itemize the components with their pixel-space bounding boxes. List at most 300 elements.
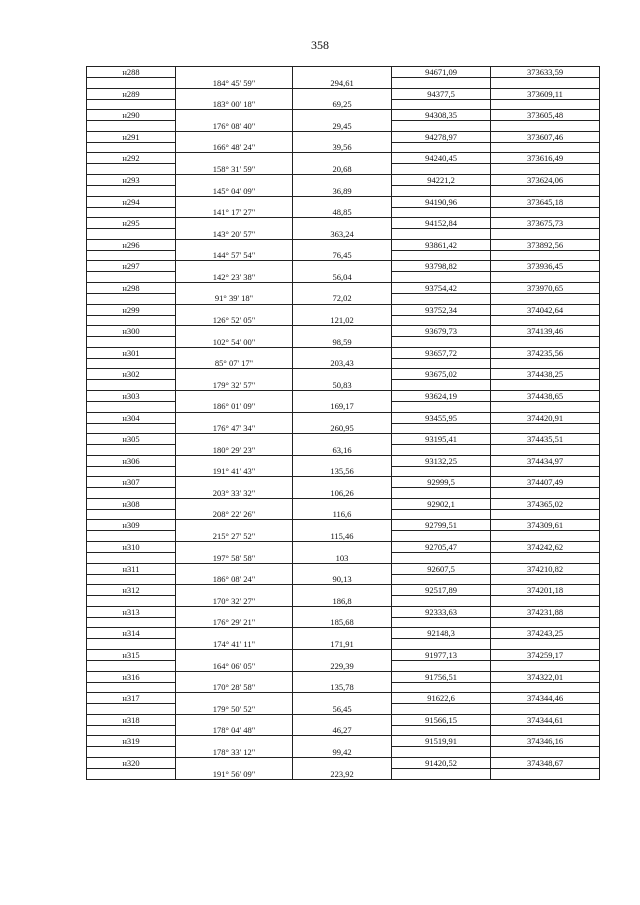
x-spacer-cell	[392, 769, 491, 780]
distance-cell: 50,83	[293, 380, 392, 391]
distance-cell: 223,92	[293, 769, 392, 780]
table-row	[87, 250, 600, 261]
point-name-cell: н289	[87, 88, 176, 99]
page-number: 358	[311, 38, 329, 52]
point-name-cell: н298	[87, 282, 176, 293]
point-spacer-cell	[87, 164, 176, 175]
distance-spacer-cell	[293, 261, 392, 272]
distance-spacer-cell	[293, 218, 392, 229]
table-row	[87, 498, 600, 509]
angle-spacer-cell	[176, 110, 293, 121]
y-spacer-cell	[491, 769, 600, 780]
angle-spacer-cell	[176, 88, 293, 99]
angle-spacer-cell	[176, 736, 293, 747]
x-coordinate-cell: 94377,5	[392, 88, 491, 99]
x-coordinate-cell: 91977,13	[392, 650, 491, 661]
table-row	[87, 553, 600, 564]
y-spacer-cell	[491, 401, 600, 412]
table-row	[87, 78, 600, 89]
direction-angle-cell: 186° 01' 09"	[176, 401, 293, 412]
direction-angle-cell: 91° 39' 18"	[176, 293, 293, 304]
direction-angle-cell: 158° 31' 59"	[176, 164, 293, 175]
y-spacer-cell	[491, 358, 600, 369]
point-spacer-cell	[87, 121, 176, 132]
angle-spacer-cell	[176, 67, 293, 78]
x-coordinate-cell: 91566,15	[392, 714, 491, 725]
point-spacer-cell	[87, 185, 176, 196]
point-name-cell: н290	[87, 110, 176, 121]
x-coordinate-cell: 91622,6	[392, 693, 491, 704]
distance-cell: 229,39	[293, 661, 392, 672]
x-coordinate-cell: 94152,84	[392, 218, 491, 229]
distance-cell: 121,02	[293, 315, 392, 326]
table-row	[87, 164, 600, 175]
y-coordinate-cell: 374309,61	[491, 520, 600, 531]
distance-cell: 363,24	[293, 229, 392, 240]
point-name-cell: н307	[87, 477, 176, 488]
x-spacer-cell	[392, 682, 491, 693]
y-spacer-cell	[491, 682, 600, 693]
y-spacer-cell	[491, 337, 600, 348]
distance-cell: 76,45	[293, 250, 392, 261]
point-name-cell: н314	[87, 628, 176, 639]
y-coordinate-cell: 374259,17	[491, 650, 600, 661]
y-spacer-cell	[491, 78, 600, 89]
x-coordinate-cell: 91420,52	[392, 758, 491, 769]
x-spacer-cell	[392, 466, 491, 477]
y-coordinate-cell: 374438,65	[491, 390, 600, 401]
x-spacer-cell	[392, 272, 491, 283]
table-row	[87, 153, 600, 164]
y-coordinate-cell: 374042,64	[491, 304, 600, 315]
y-coordinate-cell: 374322,01	[491, 671, 600, 682]
distance-spacer-cell	[293, 758, 392, 769]
x-coordinate-cell: 94190,96	[392, 196, 491, 207]
y-spacer-cell	[491, 596, 600, 607]
point-spacer-cell	[87, 358, 176, 369]
table-row	[87, 131, 600, 142]
table-row	[87, 445, 600, 456]
table-row	[87, 229, 600, 240]
direction-angle-cell: 170° 28' 58"	[176, 682, 293, 693]
direction-angle-cell: 126° 52' 05"	[176, 315, 293, 326]
direction-angle-cell: 184° 45' 59"	[176, 78, 293, 89]
y-spacer-cell	[491, 639, 600, 650]
distance-spacer-cell	[293, 736, 392, 747]
y-coordinate-cell: 373892,56	[491, 239, 600, 250]
distance-spacer-cell	[293, 304, 392, 315]
distance-cell: 98,59	[293, 337, 392, 348]
angle-spacer-cell	[176, 434, 293, 445]
x-spacer-cell	[392, 725, 491, 736]
point-spacer-cell	[87, 747, 176, 758]
x-spacer-cell	[392, 229, 491, 240]
distance-spacer-cell	[293, 347, 392, 358]
x-spacer-cell	[392, 401, 491, 412]
angle-spacer-cell	[176, 542, 293, 553]
y-coordinate-cell: 374242,62	[491, 542, 600, 553]
distance-spacer-cell	[293, 412, 392, 423]
distance-cell: 185,68	[293, 617, 392, 628]
x-spacer-cell	[392, 207, 491, 218]
table-row	[87, 337, 600, 348]
point-spacer-cell	[87, 661, 176, 672]
x-coordinate-cell: 92517,89	[392, 585, 491, 596]
y-coordinate-cell: 374407,49	[491, 477, 600, 488]
table-row	[87, 477, 600, 488]
y-spacer-cell	[491, 315, 600, 326]
distance-spacer-cell	[293, 434, 392, 445]
point-name-cell: н317	[87, 693, 176, 704]
y-spacer-cell	[491, 164, 600, 175]
table-row	[87, 466, 600, 477]
direction-angle-cell: 176° 47' 34"	[176, 423, 293, 434]
y-coordinate-cell: 374201,18	[491, 585, 600, 596]
point-name-cell: н306	[87, 455, 176, 466]
y-coordinate-cell: 373609,11	[491, 88, 600, 99]
direction-angle-cell: 174° 41' 11"	[176, 639, 293, 650]
table-row	[87, 661, 600, 672]
x-coordinate-cell: 94308,35	[392, 110, 491, 121]
x-coordinate-cell: 94278,97	[392, 131, 491, 142]
x-coordinate-cell: 93861,42	[392, 239, 491, 250]
direction-angle-cell: 178° 33' 12"	[176, 747, 293, 758]
distance-spacer-cell	[293, 693, 392, 704]
table-row	[87, 380, 600, 391]
direction-angle-cell: 208° 22' 26"	[176, 509, 293, 520]
table-row	[87, 455, 600, 466]
direction-angle-cell: 142° 23' 38"	[176, 272, 293, 283]
distance-cell: 63,16	[293, 445, 392, 456]
y-spacer-cell	[491, 142, 600, 153]
angle-spacer-cell	[176, 347, 293, 358]
distance-spacer-cell	[293, 542, 392, 553]
table-row	[87, 434, 600, 445]
table-row	[87, 693, 600, 704]
x-spacer-cell	[392, 596, 491, 607]
table-row	[87, 758, 600, 769]
distance-spacer-cell	[293, 477, 392, 488]
table-row	[87, 218, 600, 229]
angle-spacer-cell	[176, 714, 293, 725]
direction-angle-cell: 180° 29' 23"	[176, 445, 293, 456]
y-coordinate-cell: 373970,65	[491, 282, 600, 293]
table-row	[87, 563, 600, 574]
x-spacer-cell	[392, 121, 491, 132]
angle-spacer-cell	[176, 282, 293, 293]
distance-spacer-cell	[293, 239, 392, 250]
point-name-cell: н309	[87, 520, 176, 531]
point-spacer-cell	[87, 682, 176, 693]
y-coordinate-cell: 374139,46	[491, 326, 600, 337]
distance-cell: 69,25	[293, 99, 392, 110]
point-name-cell: н304	[87, 412, 176, 423]
point-spacer-cell	[87, 769, 176, 780]
angle-spacer-cell	[176, 563, 293, 574]
table-row	[87, 574, 600, 585]
angle-spacer-cell	[176, 455, 293, 466]
point-spacer-cell	[87, 293, 176, 304]
point-spacer-cell	[87, 553, 176, 564]
point-name-cell: н316	[87, 671, 176, 682]
y-spacer-cell	[491, 207, 600, 218]
table-row	[87, 185, 600, 196]
angle-spacer-cell	[176, 218, 293, 229]
point-spacer-cell	[87, 142, 176, 153]
point-name-cell: н291	[87, 131, 176, 142]
point-name-cell: н296	[87, 239, 176, 250]
table-row	[87, 747, 600, 758]
direction-angle-cell: 170° 32' 27"	[176, 596, 293, 607]
x-spacer-cell	[392, 337, 491, 348]
table-row	[87, 67, 600, 78]
table-row	[87, 412, 600, 423]
point-name-cell: н300	[87, 326, 176, 337]
x-coordinate-cell: 93624,19	[392, 390, 491, 401]
point-name-cell: н294	[87, 196, 176, 207]
direction-angle-cell: 178° 04' 48"	[176, 725, 293, 736]
table-row	[87, 585, 600, 596]
y-coordinate-cell: 374365,02	[491, 498, 600, 509]
distance-cell: 36,89	[293, 185, 392, 196]
x-spacer-cell	[392, 380, 491, 391]
angle-spacer-cell	[176, 477, 293, 488]
point-name-cell: н320	[87, 758, 176, 769]
distance-cell: 135,78	[293, 682, 392, 693]
direction-angle-cell: 85° 07' 17"	[176, 358, 293, 369]
table-row	[87, 769, 600, 780]
point-name-cell: н311	[87, 563, 176, 574]
point-name-cell: н318	[87, 714, 176, 725]
x-coordinate-cell: 93132,25	[392, 455, 491, 466]
direction-angle-cell: 145° 04' 09"	[176, 185, 293, 196]
distance-spacer-cell	[293, 131, 392, 142]
distance-spacer-cell	[293, 563, 392, 574]
table-row	[87, 596, 600, 607]
distance-cell: 135,56	[293, 466, 392, 477]
y-spacer-cell	[491, 121, 600, 132]
angle-spacer-cell	[176, 628, 293, 639]
survey-table-body	[87, 67, 600, 780]
x-spacer-cell	[392, 164, 491, 175]
y-coordinate-cell: 374231,88	[491, 606, 600, 617]
x-coordinate-cell: 92902,1	[392, 498, 491, 509]
distance-cell: 99,42	[293, 747, 392, 758]
table-row	[87, 88, 600, 99]
distance-cell: 29,45	[293, 121, 392, 132]
table-row	[87, 304, 600, 315]
x-spacer-cell	[392, 704, 491, 715]
y-spacer-cell	[491, 574, 600, 585]
distance-cell: 115,46	[293, 531, 392, 542]
distance-cell: 106,26	[293, 488, 392, 499]
point-name-cell: н319	[87, 736, 176, 747]
x-coordinate-cell: 91519,91	[392, 736, 491, 747]
point-name-cell: н303	[87, 390, 176, 401]
point-spacer-cell	[87, 401, 176, 412]
x-coordinate-cell: 93675,02	[392, 369, 491, 380]
table-row	[87, 207, 600, 218]
table-row	[87, 531, 600, 542]
distance-cell: 169,17	[293, 401, 392, 412]
distance-spacer-cell	[293, 174, 392, 185]
direction-angle-cell: 176° 08' 40"	[176, 121, 293, 132]
distance-cell: 171,91	[293, 639, 392, 650]
x-coordinate-cell: 92607,5	[392, 563, 491, 574]
table-row	[87, 628, 600, 639]
y-coordinate-cell: 374420,91	[491, 412, 600, 423]
point-spacer-cell	[87, 704, 176, 715]
distance-spacer-cell	[293, 326, 392, 337]
point-spacer-cell	[87, 423, 176, 434]
point-spacer-cell	[87, 531, 176, 542]
y-spacer-cell	[491, 229, 600, 240]
y-spacer-cell	[491, 509, 600, 520]
table-row	[87, 650, 600, 661]
table-row	[87, 704, 600, 715]
point-name-cell: н297	[87, 261, 176, 272]
y-spacer-cell	[491, 445, 600, 456]
distance-spacer-cell	[293, 498, 392, 509]
table-row	[87, 606, 600, 617]
y-spacer-cell	[491, 293, 600, 304]
point-spacer-cell	[87, 466, 176, 477]
table-row	[87, 401, 600, 412]
point-name-cell: н308	[87, 498, 176, 509]
x-spacer-cell	[392, 553, 491, 564]
x-coordinate-cell: 92799,51	[392, 520, 491, 531]
x-coordinate-cell: 93754,42	[392, 282, 491, 293]
x-spacer-cell	[392, 661, 491, 672]
x-coordinate-cell: 94671,09	[392, 67, 491, 78]
x-coordinate-cell: 92705,47	[392, 542, 491, 553]
table-row	[87, 315, 600, 326]
point-spacer-cell	[87, 574, 176, 585]
point-spacer-cell	[87, 380, 176, 391]
distance-spacer-cell	[293, 196, 392, 207]
point-name-cell: н313	[87, 606, 176, 617]
distance-cell: 56,04	[293, 272, 392, 283]
distance-cell: 56,45	[293, 704, 392, 715]
point-spacer-cell	[87, 639, 176, 650]
table-row	[87, 725, 600, 736]
x-spacer-cell	[392, 423, 491, 434]
table-row	[87, 617, 600, 628]
point-name-cell: н301	[87, 347, 176, 358]
y-coordinate-cell: 373633,59	[491, 67, 600, 78]
direction-angle-cell: 186° 08' 24"	[176, 574, 293, 585]
direction-angle-cell: 166° 48' 24"	[176, 142, 293, 153]
y-spacer-cell	[491, 423, 600, 434]
y-coordinate-cell: 374344,61	[491, 714, 600, 725]
distance-cell: 39,56	[293, 142, 392, 153]
point-spacer-cell	[87, 445, 176, 456]
angle-spacer-cell	[176, 239, 293, 250]
direction-angle-cell: 143° 20' 57"	[176, 229, 293, 240]
distance-cell: 48,85	[293, 207, 392, 218]
angle-spacer-cell	[176, 261, 293, 272]
y-coordinate-cell: 374438,25	[491, 369, 600, 380]
angle-spacer-cell	[176, 606, 293, 617]
table-row	[87, 174, 600, 185]
y-spacer-cell	[491, 250, 600, 261]
distance-cell: 260,95	[293, 423, 392, 434]
point-name-cell: н310	[87, 542, 176, 553]
point-name-cell: н302	[87, 369, 176, 380]
x-spacer-cell	[392, 78, 491, 89]
y-coordinate-cell: 374434,97	[491, 455, 600, 466]
y-spacer-cell	[491, 725, 600, 736]
y-coordinate-cell: 373936,45	[491, 261, 600, 272]
distance-spacer-cell	[293, 520, 392, 531]
table-row	[87, 520, 600, 531]
angle-spacer-cell	[176, 304, 293, 315]
point-name-cell: н312	[87, 585, 176, 596]
y-coordinate-cell: 374344,46	[491, 693, 600, 704]
table-row	[87, 347, 600, 358]
point-spacer-cell	[87, 337, 176, 348]
x-coordinate-cell: 94240,45	[392, 153, 491, 164]
table-row	[87, 293, 600, 304]
x-spacer-cell	[392, 250, 491, 261]
table-row	[87, 488, 600, 499]
y-coordinate-cell: 374435,51	[491, 434, 600, 445]
y-coordinate-cell: 373645,18	[491, 196, 600, 207]
angle-spacer-cell	[176, 671, 293, 682]
angle-spacer-cell	[176, 196, 293, 207]
x-spacer-cell	[392, 531, 491, 542]
distance-cell: 103	[293, 553, 392, 564]
point-spacer-cell	[87, 488, 176, 499]
y-spacer-cell	[491, 531, 600, 542]
distance-spacer-cell	[293, 671, 392, 682]
distance-cell: 72,02	[293, 293, 392, 304]
y-spacer-cell	[491, 466, 600, 477]
y-spacer-cell	[491, 553, 600, 564]
point-spacer-cell	[87, 315, 176, 326]
table-row	[87, 369, 600, 380]
distance-spacer-cell	[293, 585, 392, 596]
distance-spacer-cell	[293, 650, 392, 661]
distance-spacer-cell	[293, 110, 392, 121]
angle-spacer-cell	[176, 131, 293, 142]
table-row	[87, 736, 600, 747]
distance-spacer-cell	[293, 455, 392, 466]
x-spacer-cell	[392, 99, 491, 110]
direction-angle-cell: 179° 32' 57"	[176, 380, 293, 391]
direction-angle-cell: 144° 57' 54"	[176, 250, 293, 261]
point-spacer-cell	[87, 99, 176, 110]
point-spacer-cell	[87, 725, 176, 736]
table-row	[87, 714, 600, 725]
y-spacer-cell	[491, 99, 600, 110]
direction-angle-cell: 183° 00' 18"	[176, 99, 293, 110]
x-spacer-cell	[392, 142, 491, 153]
distance-cell: 116,6	[293, 509, 392, 520]
direction-angle-cell: 215° 27' 52"	[176, 531, 293, 542]
x-coordinate-cell: 93455,95	[392, 412, 491, 423]
point-name-cell: н305	[87, 434, 176, 445]
point-name-cell: н288	[87, 67, 176, 78]
table-row	[87, 282, 600, 293]
table-row	[87, 99, 600, 110]
y-coordinate-cell: 373624,06	[491, 174, 600, 185]
angle-spacer-cell	[176, 174, 293, 185]
direction-angle-cell: 141° 17' 27"	[176, 207, 293, 218]
x-spacer-cell	[392, 488, 491, 499]
direction-angle-cell: 179° 50' 52"	[176, 704, 293, 715]
table-row	[87, 542, 600, 553]
